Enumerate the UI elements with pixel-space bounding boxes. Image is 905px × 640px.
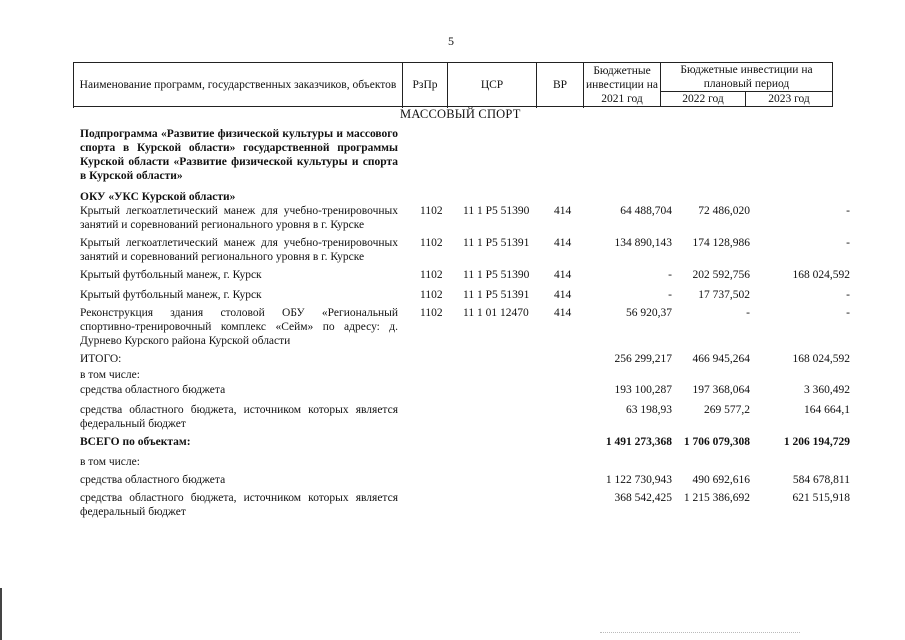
header-rzpr: РзПр [403,63,448,107]
row-name: средства областного бюджета, источником которых является федеральный бюджет [80,492,398,518]
header-csr: ЦСР [448,63,537,107]
row-2021: 1 491 273,368 [605,436,672,448]
row-2022: 269 577,2 [704,404,750,416]
row-2021: 193 100,287 [614,384,672,396]
row-2022: 197 368,064 [692,384,750,396]
row-rzpr: 1102 [420,289,443,301]
row-vr: 414 [554,205,572,217]
table-row [80,288,850,302]
row-vr: 414 [554,269,572,281]
header-2023: 2023 год [746,92,833,107]
row-2022: 490 692,616 [692,474,750,486]
row-vr: 414 [554,289,572,301]
row-2023: 168 024,592 [792,353,850,365]
row-name: ОКУ «УКС Курской области» [80,191,236,203]
table-row [80,435,850,449]
table-row [80,190,850,204]
row-2022: 17 737,502 [698,289,750,301]
row-2022: 466 945,264 [692,353,750,365]
table-row [80,204,850,232]
row-name: ВСЕГО по объектам: [80,436,191,448]
row-name: в том числе: [80,456,140,468]
row-csr: 11 1 P5 51391 [463,237,530,249]
row-2022: 174 128,986 [692,237,750,249]
row-csr: 11 1 P5 51390 [463,269,530,281]
table-row [80,403,850,431]
table-row [80,236,850,264]
row-2023: - [846,205,850,217]
header-2022: 2022 год [661,92,746,107]
row-2023: 584 678,811 [792,474,850,486]
row-csr: 11 1 P5 51390 [463,205,530,217]
row-name: Крытый легкоатлетический манеж для учебно-тренировочных занятий и соревнований регионального уровня в г. Курске [80,205,398,231]
row-name: Крытый легкоатлетический манеж для учебно-тренировочных занятий и соревнований регионального уровня в г. Курске [80,237,398,263]
row-2023: 168 024,592 [792,269,850,281]
table-header [73,62,833,107]
row-csr: 11 1 P5 51391 [463,289,530,301]
row-rzpr: 1102 [420,269,443,281]
row-2021: 63 198,93 [626,404,672,416]
page-edge [0,588,2,640]
row-2022: - [746,307,750,319]
row-2022: 72 486,020 [698,205,750,217]
row-2021: 134 890,143 [614,237,672,249]
section-title: МАССОВЫЙ СПОРТ [400,107,521,121]
row-name: средства областного бюджета, источником которых является федеральный бюджет [80,404,398,430]
row-name: в том числе: [80,369,140,381]
row-2021: - [668,269,672,281]
row-2021: 256 299,217 [614,353,672,365]
table-body [80,127,850,519]
row-2021: 56 920,37 [626,307,672,319]
row-2023: 164 664,1 [804,404,850,416]
row-name: Реконструкция здания столовой ОБУ «Региональный спортивно-тренировочный комплекс «Сейм» по адресу: д. Дурнево Курского района Курской области [80,307,398,347]
row-name: средства областного бюджета [80,384,226,396]
row-2021: - [668,289,672,301]
table-row [80,352,850,366]
header-planned-period: Бюджетные инвестиции на плановый период [661,63,833,92]
table-row [80,473,850,487]
row-csr: 11 1 01 12470 [463,307,529,319]
table-row [80,491,850,519]
row-2021: 64 488,704 [620,205,672,217]
header-name: Наименование программ, государственных заказчиков, объектов [74,63,403,107]
table-row [80,455,850,469]
row-rzpr: 1102 [420,237,443,249]
row-vr: 414 [554,307,572,319]
row-name: Крытый футбольный манеж, г. Курск [80,269,262,281]
row-name: ИТОГО: [80,353,122,365]
row-2023: - [846,237,850,249]
row-name: Крытый футбольный манеж, г. Курск [80,289,262,301]
row-name: Подпрограмма «Развитие физической культуры и массового спорта в Курской области» государственной программы Курской области «Развитие физической культуры и спорта в Курской области» [80,128,398,182]
row-2023: - [846,289,850,301]
row-2023: - [846,307,850,319]
row-2022: 1 706 079,308 [683,436,750,448]
header-vr: ВР [537,63,584,107]
row-2022: 1 215 386,692 [683,492,750,504]
table-row [80,368,850,382]
table-row [80,306,850,348]
row-2023: 1 206 194,729 [783,436,850,448]
row-2021: 1 122 730,943 [605,474,672,486]
row-name: средства областного бюджета [80,474,226,486]
table-row [80,268,850,282]
footer-rule [600,632,800,633]
row-2023: 621 515,918 [792,492,850,504]
row-2022: 202 592,756 [692,269,750,281]
row-rzpr: 1102 [420,205,443,217]
row-2023: 3 360,492 [804,384,850,396]
header-budget-2021: Бюджетные инвестиции на 2021 год [584,63,661,107]
row-2021: 368 542,425 [614,492,672,504]
page-number: 5 [448,34,454,48]
row-vr: 414 [554,237,572,249]
table-row [80,127,850,183]
table-row [80,383,850,397]
row-rzpr: 1102 [420,307,443,319]
